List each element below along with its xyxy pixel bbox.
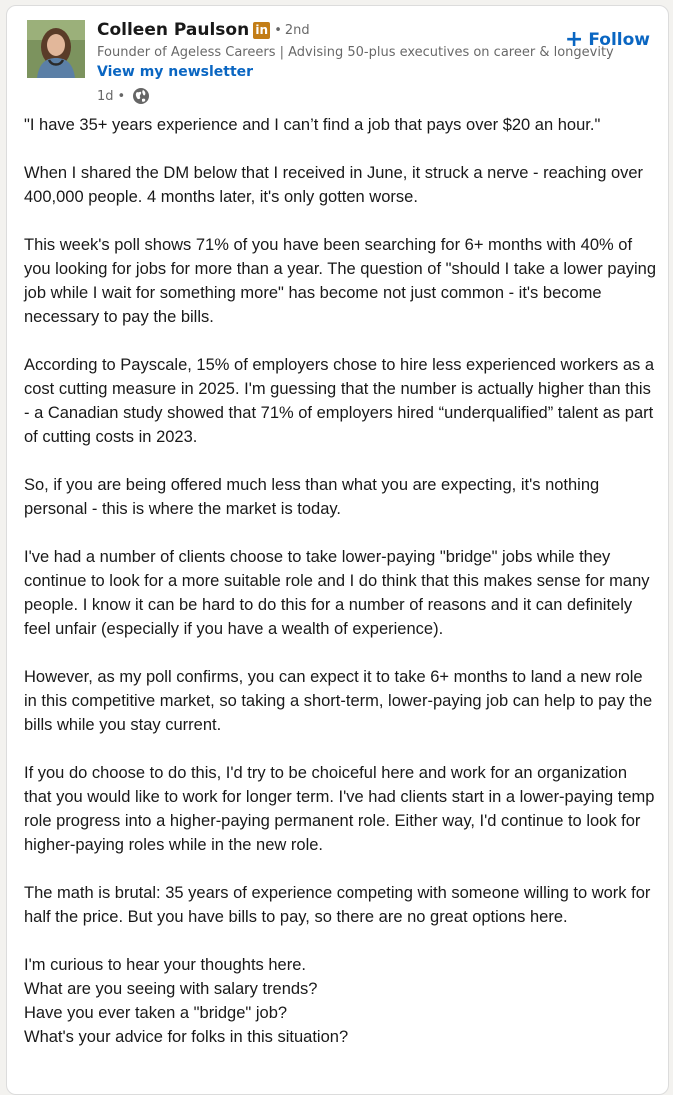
post-paragraph: So, if you are being offered much less than what you are expecting, it's nothing personal - this is where the market is today. — [24, 476, 600, 518]
post-paragraph: "I have 35+ years experience and I can’t find a job that pays over $20 an hour." — [24, 116, 601, 134]
post-meta — [97, 86, 567, 106]
author-info — [97, 18, 614, 106]
closing-line: Have you ever taken a "bridge" job? — [24, 1004, 288, 1022]
globe-icon — [132, 87, 150, 105]
linkedin-premium-icon: in — [253, 22, 270, 39]
author-name[interactable]: Colleen Paulson — [97, 20, 250, 40]
connection-degree: 2nd — [284, 22, 310, 38]
avatar-photo — [27, 20, 85, 78]
closing-line: What's your advice for folks in this situation? — [24, 1028, 349, 1046]
view-newsletter-link[interactable]: View my newsletter — [97, 64, 254, 80]
follow-button[interactable] — [564, 27, 650, 52]
post-paragraph: I've had a number of clients choose to take lower-paying "bridge" jobs while they continue to look for a more suitable role and I do think that this makes sense for many people. I know it can be hard to do this for a number of reasons and it can definitely feel unfair (especially if you have a wealth of experience). — [24, 548, 650, 638]
post-header — [7, 6, 668, 116]
plus-icon: + — [564, 27, 584, 52]
author-avatar[interactable] — [27, 20, 85, 78]
follow-label: Follow — [588, 30, 650, 50]
post-card — [6, 5, 669, 1095]
post-paragraph: When I shared the DM below that I received in June, it struck a nerve - reaching over 400,000 people. 4 months later, it's only gotten worse. — [24, 164, 644, 206]
post-closing — [24, 953, 659, 1049]
closing-line: I'm curious to hear your thoughts here. — [24, 956, 306, 974]
post-paragraph: The math is brutal: 35 years of experience competing with someone willing to work for half the price. But you have bills to pay, so there are no great options here. — [24, 884, 651, 926]
post-paragraph: According to Payscale, 15% of employers chose to hire less experienced workers as a cost cutting measure in 2025. I'm guessing that the number is actually higher than this - a Canadian study showed that 71% of employers hired “underqualified” talent as part of cutting costs in 2023. — [24, 356, 655, 446]
author-name-row — [97, 18, 567, 42]
separator-dot: • — [117, 88, 126, 104]
closing-line: What are you seeing with salary trends? — [24, 980, 318, 998]
post-paragraph: If you do choose to do this, I'd try to be choiceful here and work for an organization that you would like to work for longer term. I've had clients start in a lower-paying temp role progress into a higher-paying permanent role. Either way, I'd continue to look for higher-paying roles while in the new role. — [24, 764, 655, 854]
post-text — [24, 113, 659, 1049]
separator-dot: • — [274, 22, 282, 38]
post-time: 1d — [97, 88, 114, 104]
post-paragraph: This week's poll shows 71% of you have been searching for 6+ months with 40% of you looking for jobs for more than a year. The question of "should I take a lower paying job while I wait for something more" has become not just common - it's become necessary to pay the bills. — [24, 236, 657, 326]
post-paragraph: However, as my poll confirms, you can expect it to take 6+ months to land a new role in this competitive market, so taking a short-term, lower-paying job can help to pay the bills while you stay current. — [24, 668, 653, 734]
author-headline: Founder of Ageless Careers | Advising 50-plus executives on career & longevity — [97, 45, 614, 60]
